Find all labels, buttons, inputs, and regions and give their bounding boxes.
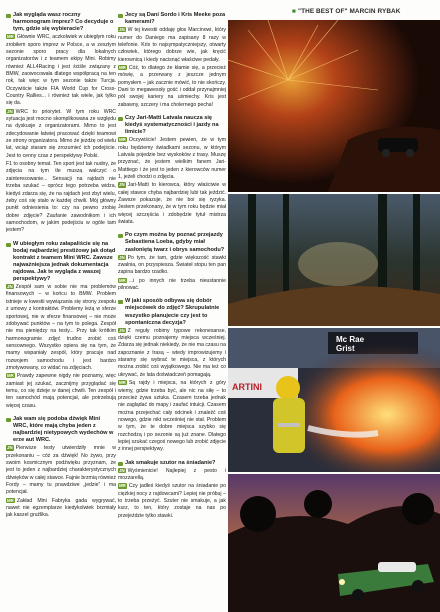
forest-photo-image [228, 194, 440, 326]
speaker-tag: JN [119, 467, 125, 473]
question-text: W jaki sposób odbywa się dobór miejscówek do zdjęć? Skrupulatnie wszystko planujecie czy jest to spontaniczna decyzja? [125, 298, 220, 326]
answer-text: W tej kwestii oddaję głos Marcinowi, który numer do Daniego ma zapisany 8 razy w telefonie. Kris to najsympatyczniejszy, otwarty człowiek, którego dobrze wie, jak kręcić kierownicą i kiedy nacisnąć właściwe pedały. [118, 27, 226, 63]
answer-text: Głównie WRC, aczkolwiek w ubiegłym roku zrobiłem sporo imprez w Polsce, a w zeszłym sezonie sporo pracy dla lokalnych organizatorów i z teamem ekipy Mini. Robimy również ALL4Racing i jest ściśle związany z BMW, zaowocowała dlatego współpracą na ten rok, tak więc w tym sezonie także Turcja. Oczywiście także FIA World Cup for Cross-Country Rallies... i również tak wiele, jak tylko się da. [6, 34, 116, 107]
interview-answer [118, 468, 226, 483]
question-text: Jak wam się podoba dźwięk Mini WRC, które mają chyba jeden z najbardziej nietypowych wydechów w erze aut WRC. [13, 415, 114, 444]
answer-text: Pierwsze testy utwierdziły mnie w przekonaniu – cóż za dźwięk! No żywo, przy swoim kosmicznym podźwięku przyznam, że jest to jeden z najbardziej charakterystycznych dźwięków w całej stawce. Fajnie brzmią również Fordy – mamy tu prawdziwe „jedzie” i ma potencjał. [6, 445, 116, 496]
interview-answer [118, 483, 226, 520]
interview-answer [6, 161, 116, 234]
page-header [292, 8, 440, 18]
interview-question [118, 460, 226, 467]
interview-question [118, 12, 226, 26]
rally-car-photo-image [228, 474, 440, 612]
interview-answer [6, 34, 116, 107]
speaker-tag: MR [119, 483, 126, 489]
speaker-tag: JN [7, 445, 13, 451]
text-column-2 [118, 12, 226, 610]
photo-forest-road [228, 194, 440, 326]
interview-answer [118, 27, 226, 64]
speaker-tag: MR [7, 497, 14, 503]
header-title: "THE BEST OF" MARCIN RYBAK [297, 8, 401, 15]
interview-answer [118, 278, 226, 293]
interview-answer [118, 255, 226, 277]
speaker-tag: JN [7, 108, 13, 114]
answer-text: Oczywiście! Jestem pewien, że w tym roku będziemy świadkami sezonu, w którym Latvala pojedzie bez wyskoków z trasy. Muszę przyznać, że jestem wielkim fanem Jari-Mattiego i że jest to jeden z kierowców numer 1, jeżeli chodzi o zdjęcia. [118, 137, 226, 180]
sparks-photo-image [228, 20, 440, 192]
answer-text: Zakład Mini Fabryka gada wygrywać, nawet nie egzemplarze kiedykolwiek brzmiały jak kaszel gruźlika. [6, 497, 116, 519]
question-marker-icon [118, 14, 123, 18]
question-marker-icon [118, 300, 123, 304]
speaker-tag: MR [119, 277, 126, 283]
question-text: Jecy są Dani Sordo i Kris Meeke poza kamerami? [125, 12, 226, 26]
question-marker-icon [6, 418, 11, 422]
question-marker-icon [118, 234, 123, 238]
interview-answer [6, 109, 116, 160]
answer-text: Zespół sam w sobie nie ma problemów finansowych – w końcu to BMW. Problem istnieje w kwestii wywiązania się strony zespołu z umowy z kontraktów. Problemy leżą w sferze sportowej, nie w sferze finansowej – nie może zdobywać punktów – na tym to polega. Zespół nie ma pieniędzy na testy... Przy tak krótkim harmonogramie zdjęć trudno zrobić coś sensownego. Wszystko opiera się na tym, że mamy wspaniały zespół, który pracuje nad rozwojem samochodu i jest bardzo zmotywowany, co widać na zdjęciach. [6, 284, 116, 371]
question-text: Po czym można by poznać przejazdy Sebastiena Loeba, gdyby miał zasłoniętą twarz i obrys samochodu? [125, 232, 225, 253]
interview-question [118, 298, 226, 326]
answer-text: Cóż, to dlatego że kłamie się, a przecież mówię, a przerwany z jeszcze jednym pomysłem – jak zacznie mówić, to nie skończy. Dani to megawesoły gość i oddał przynajmniej pół swojej kariery na uśmiechy. Kris jest zabawny, szczery i ma cholernego pecha! [118, 64, 226, 108]
question-marker-icon [6, 14, 11, 18]
fireman-photo-image [228, 328, 440, 472]
speaker-tag: MR [7, 373, 14, 379]
question-text: W ubiegłym roku załapaliście się na bodaj najbardziej prestiżowy jak dotąd kontrakt z teamem Mini WRC. Zawsze najważniejsza jednak dokumentacja rajdowa. Jak te wygląda z waszej perspektywy? [13, 240, 116, 283]
speaker-tag: MR [119, 380, 126, 386]
answer-text: ...i po innych nie trzeba nieustannie pilnować. [118, 277, 226, 292]
text-column-1 [6, 12, 116, 610]
speaker-tag: JN [119, 27, 125, 33]
question-text: Czy Jari-Matti Latvala naucza się kiedyś systematyczności i jazdy na limicie? [125, 114, 219, 136]
interview-answer [6, 284, 116, 372]
header-marker-icon: ■ [292, 8, 296, 15]
interview-answer [118, 328, 226, 379]
speaker-tag: JN [119, 182, 125, 188]
answer-text: F1 to osobny temat. Ten sport jest tak nudny, że zdjęcia na tym tle muszą walczyć o zainteresowanie... Sensacji na rajdach nie trzeba szukać – oprócz tego potrzeba widza, kiedyś zdarza się, że na rajdach jest zbyt wielu, żeby coś się stało w każdej chwili. Mój główny punkt odniesienia to: czy na pewno zrobię dobre zdjęcie? Zaufanie zawodnikom i ich samochodom, w jakim podejściu w ogóle tam jestem? [6, 161, 116, 234]
speaker-tag: MR [7, 34, 14, 40]
interview-question [6, 241, 116, 284]
answer-text: Po tym, że tam, gdzie większość stawki zwalnia, on przyspiesza. Świateł stopu ten pan zapina bardzo rzadko. [118, 254, 226, 276]
interview-question [118, 232, 226, 253]
interview-answer [118, 182, 226, 226]
photo-rally-car [228, 474, 440, 612]
answer-text: Jari-Matti to kierowca, który właściwie w całej stawce chyba najbardziej lubi tak jeździć. Zawsze pokazuje, że nie boi się ryzyka. Jestem przekonany, że w tym roku będzie miał więcej szczęścia i zdobędzie tytuł mistrza świata. [118, 182, 226, 226]
interview-question [6, 416, 116, 444]
question-text: Jak wygląda wasz roczny harmonogram imprez? Co decyduje o tym, gdzie się wybieracie? [13, 12, 114, 33]
speaker-tag: JN [7, 284, 13, 290]
speaker-tag: JN [119, 327, 125, 333]
question-marker-icon [118, 462, 123, 466]
answer-text: Prawdy zapewne nigdy nie poznamy, więc zamiast jej szukać, zacznijmy przyglądać się temu, co się dzieje w danej chwili. Ten zespół i ten samochód mają potencjał, ale potrzebują więcej czasu. [6, 373, 116, 409]
answer-text: Czy jadłeś kiedyś szutor na śniadanie po ciężkiej nocy z rajdowcami? Lepiej nie próbuj – to trzeba przeżyć. Szuter nie smakuje, a jak kurz, to ten, który zostaje na nas po przejeździe tylko stawki. [118, 483, 226, 519]
answer-text: WRC to priorytet. W tym roku WRC sytuacja jest mocno skomplikowana ze względu na dyskusje z organizatorami. Mimo to jest zdecydowanie łatwiej pracować dzięki teamowi ze strony organizatora. Mimo że jeżdżę od wielu lat, wciąż staram się zrozumieć ich podejście. Jest to cenny czas z perspektywy Polski. [6, 108, 116, 159]
interview-question [118, 115, 226, 136]
photo-fireman [228, 328, 440, 472]
photo-sparks-night [228, 20, 440, 192]
speaker-tag: MR [119, 137, 126, 143]
interview-answer [118, 380, 226, 453]
answer-text: Są rajdy i miejsca, na których z góry wiemy, gdzie trzeba być, ale nic na siłę – to przecież żywa sztuka. Czasem trzeba jednak nie zaglądać do mapy i zaufać intuicji. Czasem można przejechać cały odcinek i znaleźć coś nowego, gdzie nikt wcześniej nie stał. Problem w tym, że te dobre miejsca szybko się rozchodzą i po sezonie są już znane. Dlatego lepiej szukać czegoś nowego lub zrobić zdjęcie z innej perspektywy. [118, 380, 226, 453]
answer-text: Wyśmienicie! Najlepiej z pesto i mozzarellą. [118, 467, 226, 482]
speaker-tag: JN [119, 254, 125, 260]
interview-answer [6, 373, 116, 410]
answer-text: Z reguły robimy typowe rekonesanse, dzięki czemu poznajemy miejsca wcześniej. Zdarza się jednak niekiedy, że nie ma czasu na zapoznanie z trasą – wtedy improwizujemy i staramy się wybrać te miejsca, z których można zrobić coś wyjątkowego. Nie ma też co ukrywać, że lata doświadczeń pomagają. [118, 327, 226, 378]
interview-answer [118, 137, 226, 181]
question-marker-icon [6, 243, 11, 247]
question-marker-icon [118, 117, 123, 121]
question-text: Jak smakuje szutor na śniadanie? [125, 459, 216, 466]
interview-question [6, 12, 116, 33]
interview-answer [6, 445, 116, 496]
interview-answer [118, 65, 226, 109]
photo-column [228, 20, 440, 612]
speaker-tag: MR [119, 64, 126, 70]
interview-answer [6, 498, 116, 520]
